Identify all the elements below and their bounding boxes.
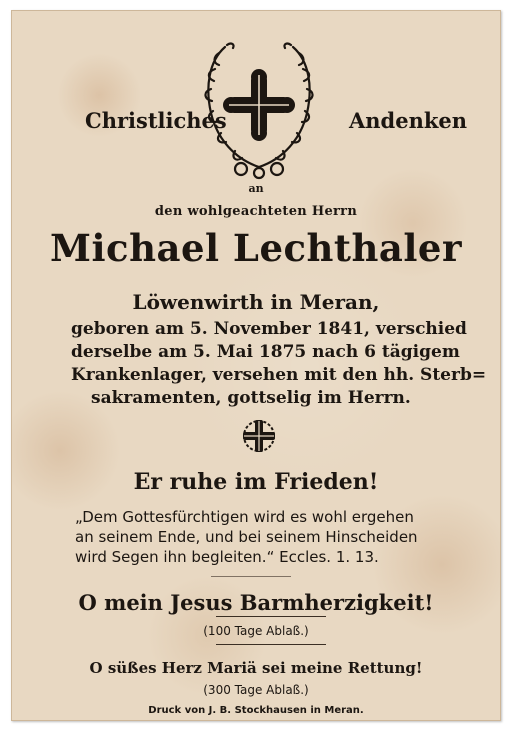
quote-line: „Dem Gottesfürchtigen wird es wohl ergehen: [75, 508, 414, 526]
header-andenken: Andenken: [349, 108, 468, 133]
indulgence-note: (300 Tage Ablaß.): [203, 683, 309, 697]
memorial-card: [11, 10, 501, 721]
prayer-jesus: O mein Jesus Barmherzigkeit!: [78, 590, 434, 615]
preposition: an: [248, 182, 264, 195]
quote-line: an seinem Ende, und bei seinem Hinscheiden: [75, 528, 418, 546]
biography-line: derselbe am 5. Mai 1875 nach 6 tägigem: [71, 342, 460, 362]
biography-line: Krankenlager, versehen mit den hh. Sterb=: [71, 365, 487, 385]
biography-line: geboren am 5. November 1841, verschied: [71, 319, 467, 339]
prayer-maria: O süßes Herz Mariä sei meine Rettung!: [89, 659, 423, 677]
divider: [216, 616, 326, 617]
deceased-name: Michael Lechthaler: [50, 226, 462, 270]
occupation-line: Löwenwirth in Meran,: [132, 290, 380, 314]
divider: [211, 576, 291, 577]
printer-credit: Druck von J. B. Stockhausen in Meran.: [148, 705, 364, 716]
cross-icon: [237, 414, 281, 458]
divider: [216, 644, 326, 645]
header-christliches: Christliches: [85, 108, 227, 133]
rest-in-peace: Er ruhe im Frieden!: [133, 469, 379, 495]
biography-line: sakramenten, gottselig im Herrn.: [91, 388, 411, 408]
addressee-line: den wohlgeachteten Herrn: [154, 204, 358, 219]
indulgence-note: (100 Tage Ablaß.): [203, 624, 309, 638]
quote-line: wird Segen ihn begleiten.“ Eccles. 1. 13.: [75, 548, 379, 566]
